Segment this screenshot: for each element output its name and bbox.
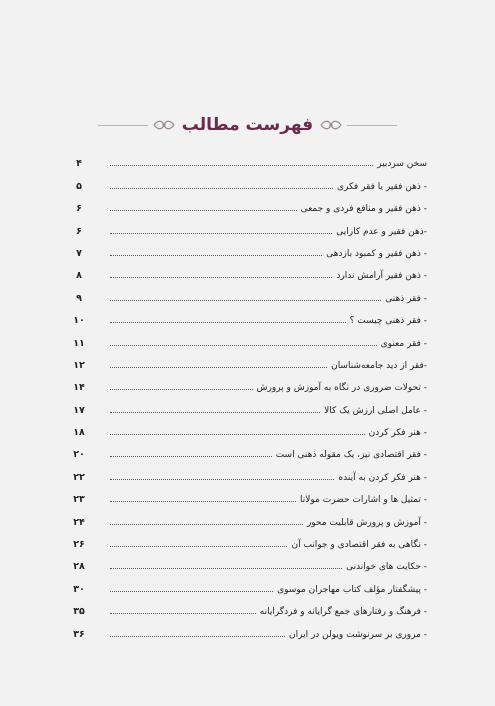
toc-entry-page: ۵ [76,180,82,192]
toc-entry[interactable] [73,553,427,575]
toc-entry-page: ۱۰ [73,315,85,327]
toc-entry-page: ۲۰ [73,449,85,461]
toc-entry[interactable] [73,307,427,329]
toc-header [0,112,495,138]
toc-entry-page: ۳۵ [73,606,85,618]
toc-entry-page: ۱۲ [73,359,85,371]
toc-entry[interactable] [76,195,427,217]
toc-entry-page: ۲۳ [73,494,85,506]
toc-entry-title: - فقر ذهنی [385,294,427,307]
toc-entry-title: - تمثیل ها و اشارات حضرت مولانا [300,495,427,508]
header-rule-right [347,125,397,126]
toc-entry-title: سخن سردبیر [377,159,427,172]
toc-entry-title: - فقر ذهنی چیست ؟ [350,316,427,329]
toc-entry[interactable] [76,240,427,262]
toc-entry-title: - عامل اصلی ارزش یک کالا [324,406,427,419]
toc-entry-title: - پیشگفتار مؤلف کتاب مهاجران موسوی [277,585,427,598]
dot-leader [110,433,365,435]
toc-entry-title: - آموزش و پرورش قابلیت محور [307,518,427,531]
dot-leader [110,500,296,502]
toc-entry-page: ۲۴ [73,516,85,528]
toc-entry[interactable] [76,262,427,284]
toc-entry-title: - هنر فکر کردن [369,428,427,441]
toc-entry-title: - ذهن فقیر یا فقر فکری [337,182,427,195]
dot-leader [110,411,320,413]
toc-entry-title: - فقر معنوی [381,339,427,352]
toc-entry-page: ۶ [76,203,82,215]
toc-entry-title: - ذهن فقیر و منافع فردی و جمعی [301,204,427,217]
dot-leader [110,344,377,346]
toc-entry-title: - ذهن فقیر و کمبود بازدهی [326,249,427,262]
dot-leader [110,366,327,368]
header-rule-left [98,125,148,126]
toc-entry-page: ۳۰ [73,583,85,595]
dot-leader [110,254,322,256]
toc-entry-page: ۱۸ [73,427,85,439]
toc-entry-page: ۳۶ [73,628,85,640]
toc-entry-page: ۸ [76,270,82,282]
toc-entry-title: - مروری بر سرنوشت ویولن در ایران [289,630,427,643]
page-title: فهرست مطالب [181,115,314,135]
dot-leader [110,164,373,166]
dot-leader [110,545,287,547]
table-of-contents [73,150,427,643]
toc-entry[interactable] [73,531,427,553]
toc-entry-title: - حکایت های خواندنی [346,562,427,575]
toc-entry[interactable] [73,352,427,374]
toc-entry-title: - فقر اقتصادی نیز، یک مقوله ذهنی است [276,450,427,463]
toc-entry-page: ۷ [76,247,82,259]
dot-leader [110,567,342,569]
toc-entry[interactable] [73,486,427,508]
toc-entry-page: ۶ [76,225,82,237]
toc-entry[interactable] [73,463,427,485]
toc-entry-title: - فرهنگ و رفتارهای جمع گرایانه و فردگرایانه [260,607,427,620]
toc-entry[interactable] [73,575,427,597]
ornament-right-icon [319,118,343,132]
dot-leader [110,209,297,211]
toc-entry[interactable] [73,329,427,351]
toc-entry[interactable] [73,374,427,396]
toc-entry[interactable] [76,284,427,306]
toc-entry-page: ۲۶ [73,539,85,551]
dot-leader [110,635,285,637]
toc-entry-title: - نگاهی به فقر اقتصادی و جوانب آن [291,540,427,553]
dot-leader [110,187,333,189]
toc-entry-title: - ذهن فقیر آرامش ندارد [336,271,427,284]
toc-entry-title: -ذهن فقیر و عدم کارایی [336,227,427,240]
toc-entry-page: ۴ [76,158,82,170]
toc-entry[interactable] [73,419,427,441]
toc-entry-title: - تحولات ضروری در نگاه به آموزش و پرورش [257,383,427,396]
toc-entry-title: -فقر از دید جامعه‌شناسان [331,361,427,374]
dot-leader [110,612,256,614]
toc-entry-page: ۲۲ [73,471,85,483]
toc-entry[interactable] [73,441,427,463]
toc-entry[interactable] [73,620,427,642]
dot-leader [110,276,332,278]
dot-leader [110,299,381,301]
toc-entry[interactable] [73,396,427,418]
toc-entry-page: ۱۱ [73,337,85,349]
dot-leader [110,232,332,234]
dot-leader [110,478,334,480]
toc-entry[interactable] [76,217,427,239]
ornament-left-icon [152,118,176,132]
toc-entry-page: ۲۸ [73,561,85,573]
dot-leader [110,321,346,323]
dot-leader [110,388,253,390]
toc-entry[interactable] [76,150,427,172]
toc-entry-title: - هنر فکر کردن به آینده [338,473,427,486]
toc-entry[interactable] [76,172,427,194]
toc-entry-page: ۱۴ [73,382,85,394]
dot-leader [110,523,303,525]
toc-entry[interactable] [73,508,427,530]
toc-entry-page: ۱۷ [73,404,85,416]
dot-leader [110,455,272,457]
toc-entry-page: ۹ [76,292,82,304]
toc-entry[interactable] [73,598,427,620]
dot-leader [110,590,273,592]
